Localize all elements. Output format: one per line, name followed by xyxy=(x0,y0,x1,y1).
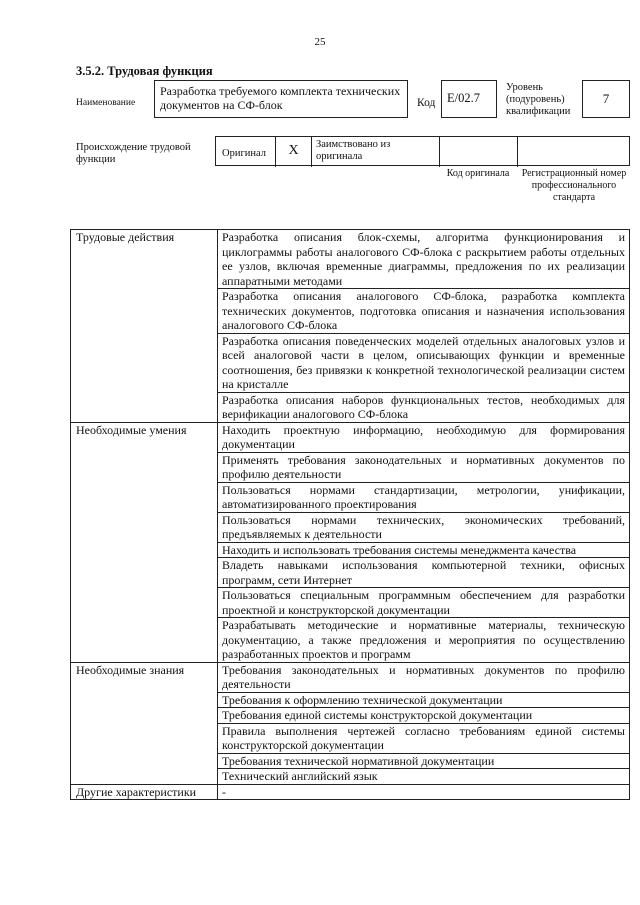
table-cell: Требования к оформлению технической документации xyxy=(218,692,630,708)
table-cell: Разработка описания поведенческих моделей отдельных аналоговых узлов и всей аналоговой части в целом, описывающих функции и временные соотношения, без привязки к конкретной технологической реализации систем на кристалле xyxy=(218,333,630,392)
table-row xyxy=(71,422,630,452)
table-cell: Технический английский язык xyxy=(218,769,630,785)
table-cell: Разработка описания блок-схемы, алгоритма функционирования и циклограммы работы аналогового СФ-блока с раскрытием работы отдельных ее узлов, включая временные диаграммы, предложения по их реализации аппаратными методами xyxy=(218,230,630,289)
section-title: 3.5.2. Трудовая функция xyxy=(76,64,213,78)
reg-number-cell xyxy=(518,137,631,167)
section-title-cell: Трудовые действия xyxy=(71,230,218,423)
origin-label: Происхождение трудовой функции xyxy=(76,142,191,165)
table-cell: - xyxy=(218,784,630,800)
table-cell: Пользоваться специальным программным обеспечением для разработки проектной и конструкторской документации xyxy=(218,588,630,618)
table-cell: Требования технической нормативной документации xyxy=(218,753,630,769)
code-label: Код xyxy=(417,97,436,109)
table-cell: Применять требования законодательных и нормативных документов по профилю деятельности xyxy=(218,452,630,482)
level-value-box: 7 xyxy=(582,80,630,118)
table-cell: Разрабатывать методические и нормативные материалы, техническую документацию, а также предложения и мероприятия по осуществлению разработанных проектов и программ xyxy=(218,618,630,663)
table-row xyxy=(71,662,630,692)
table-row xyxy=(71,230,630,289)
reg-number-caption: Регистрационный номер профессионального стандарта xyxy=(521,168,627,203)
table-cell: Находить и использовать требования системы менеджмента качества xyxy=(218,542,630,558)
original-mark: X xyxy=(276,137,312,167)
table-cell: Разработка описания аналогового СФ-блока, разработка комплекта технических документов, подготовка описания и назначения использования аналогового СФ-блока xyxy=(218,289,630,334)
section-title-cell: Другие характеристики xyxy=(71,784,218,800)
original-code-cell xyxy=(440,137,518,167)
table-row xyxy=(71,784,630,800)
origin-table xyxy=(215,136,630,166)
table-cell: Пользоваться нормами технических, экономических требований, предъявляемых к деятельности xyxy=(218,512,630,542)
table-cell: Разработка описания наборов функциональных тестов, необходимых для верификации аналогового СФ-блока xyxy=(218,392,630,422)
function-name-box: Разработка требуемого комплекта технических документов на СФ-блок xyxy=(154,80,408,118)
table-cell: Требования единой системы конструкторской документации xyxy=(218,708,630,724)
section-title-cell: Необходимые умения xyxy=(71,422,218,662)
section-title-cell: Необходимые знания xyxy=(71,662,218,784)
table-cell: Находить проектную информацию, необходимую для формирования документации xyxy=(218,422,630,452)
naming-label: Наименование xyxy=(76,98,136,108)
table-cell: Пользоваться нормами стандартизации, метрологии, унификации, автоматизированного проектирования xyxy=(218,482,630,512)
level-label: Уровень (подуровень) квалификации xyxy=(506,82,571,117)
original-label: Оригинал xyxy=(216,137,276,167)
table-cell: Требования законодательных и нормативных документов по профилю деятельности xyxy=(218,662,630,692)
function-details-table xyxy=(70,229,630,800)
table-cell: Правила выполнения чертежей согласно требованиям единой системы конструкторской документации xyxy=(218,723,630,753)
table-cell: Владеть навыками использования компьютерной техники, офисных программ, сети Интернет xyxy=(218,558,630,588)
code-value-box: E/02.7 xyxy=(441,80,497,118)
page-number: 25 xyxy=(314,36,326,48)
borrowed-label: Заимствовано из оригинала xyxy=(312,137,440,167)
original-code-caption: Код оригинала xyxy=(446,168,510,179)
